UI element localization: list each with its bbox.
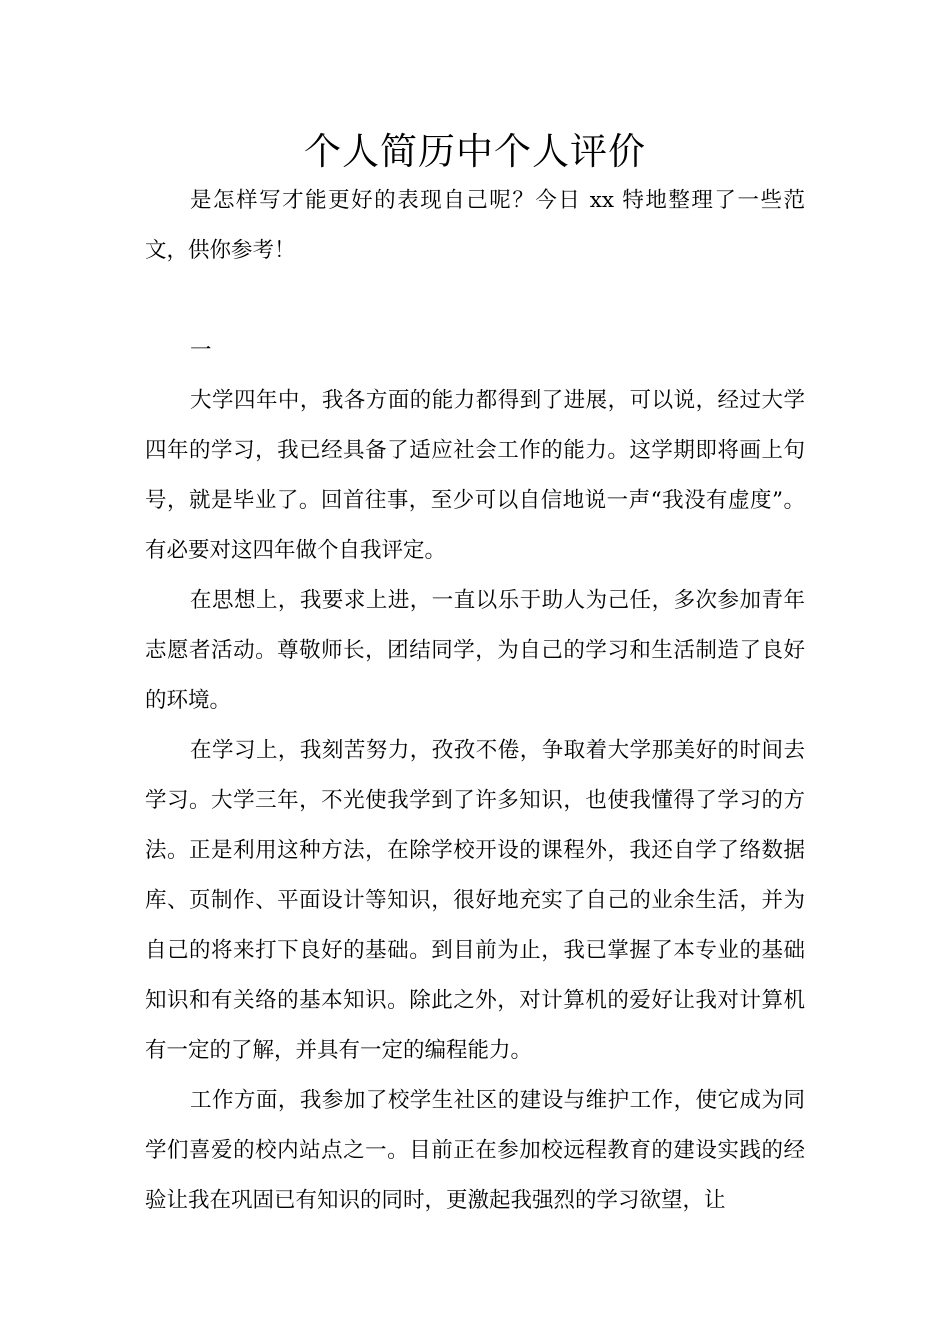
document-title: 个人简历中个人评价 xyxy=(304,130,646,173)
body-paragraph: 在思想上，我要求上进，一直以乐于助人为己任，多次参加青年志愿者活动。尊敬师长，团结同学，为自己的学习和生活制造了良好的环境。 xyxy=(145,588,805,713)
section-marker: 一 xyxy=(190,338,212,363)
document-body xyxy=(145,176,805,1226)
body-paragraph: 在学习上，我刻苦努力，孜孜不倦，争取着大学那美好的时间去学习。大学三年，不光使我学到了许多知识，也使我懂得了学习的方法。正是利用这种方法，在除学校开设的课程外，我还自学了络数据库、页制作、平面设计等知识，很好地充实了自己的业余生活，并为自己的将来打下良好的基础。到目前为止，我已掌握了本专业的基础知识和有关络的基本知识。除此之外，对计算机的爱好让我对计算机有一定的了解，并具有一定的编程能力。 xyxy=(145,738,805,1063)
intro-paragraph: 是怎样写才能更好的表现自己呢？今日 xx 特地整理了一些范文，供你参考！ xyxy=(145,188,805,263)
spacer xyxy=(145,276,805,326)
body-paragraph: 大学四年中，我各方面的能力都得到了进展，可以说，经过大学四年的学习，我已经具备了适应社会工作的能力。这学期即将画上句号，就是毕业了。回首往事，至少可以自信地说一声“我没有虚度”。有必要对这四年做个自我评定。 xyxy=(145,388,805,563)
body-paragraph: 工作方面，我参加了校学生社区的建设与维护工作，使它成为同学们喜爱的校内站点之一。目前正在参加校远程教育的建设实践的经验让我在巩固已有知识的同时，更激起我强烈的学习欲望，让 xyxy=(145,1088,805,1213)
